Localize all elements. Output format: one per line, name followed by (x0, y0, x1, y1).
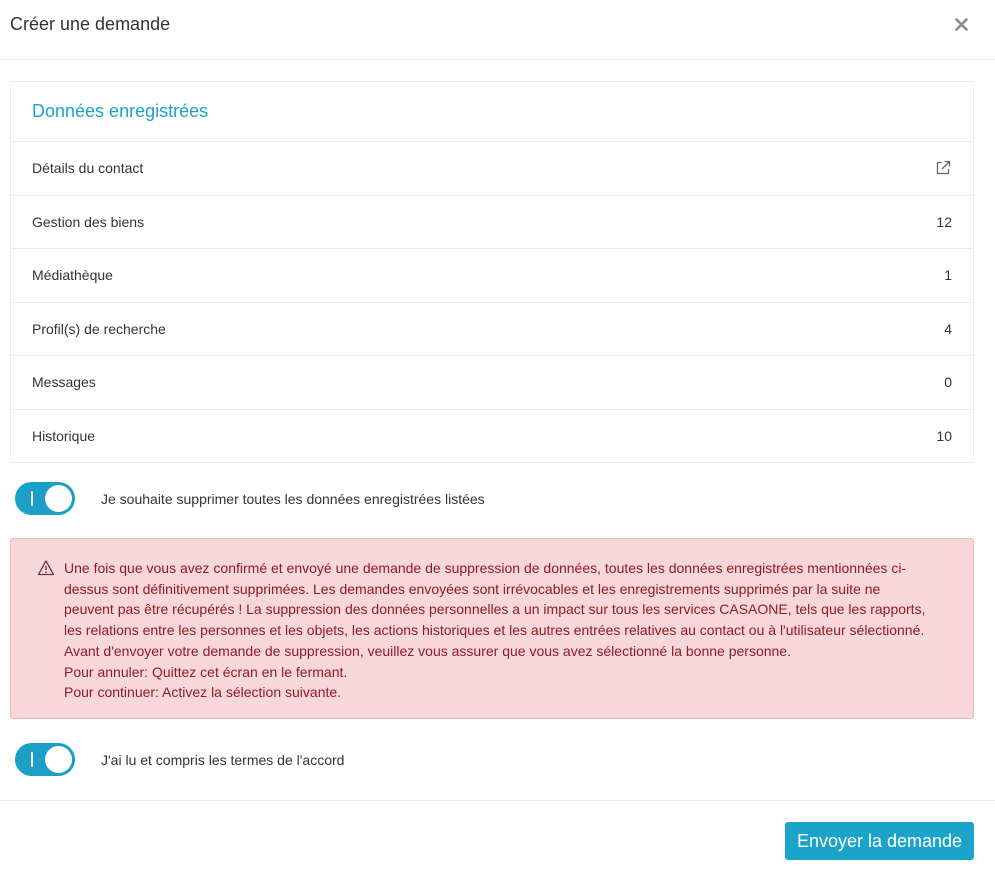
row-label: Médiathèque (32, 267, 113, 284)
close-icon (955, 18, 968, 31)
row-value: 1 (944, 267, 952, 284)
delete-all-toggle-label: Je souhaite supprimer toutes les données enregistrées listées (101, 490, 485, 507)
terms-toggle-label: J'ai lu et compris les termes de l'accord (101, 751, 345, 768)
data-row-property-management (11, 196, 973, 250)
terms-toggle-row (15, 743, 344, 776)
row-value: 4 (944, 320, 952, 337)
warning-line: Pour continuer: Activez la sélection suivante. (64, 684, 342, 701)
warning-line: les relations entre les personnes et les objets, les actions historiques et les autres entrées relatives au contact ou à l'utilisateur sélectionné. (64, 622, 925, 639)
toggle-on-indicator (31, 491, 33, 506)
row-label: Gestion des biens (32, 213, 145, 230)
modal-title: Créer une demande (10, 14, 171, 34)
row-label: Historique (32, 428, 96, 445)
deletion-warning-alert (10, 538, 974, 719)
warning-line: peuvent pas être récupérés ! La suppression des données personnelles a un impact sur tous les services CASAONE, tels que les rapports, (64, 601, 926, 618)
row-label: Messages (32, 374, 96, 391)
warning-line: Une fois que vous avez confirmé et envoyé une demande de suppression de données, toutes les données enregistrées mentionnées ci- (64, 560, 907, 576)
row-label: Détails du contact (32, 160, 144, 177)
footer-divider (0, 800, 995, 801)
terms-toggle[interactable] (15, 743, 75, 776)
send-request-button[interactable]: Envoyer la demande (785, 822, 974, 860)
toggle-on-indicator (31, 752, 33, 767)
toggle-knob (45, 746, 72, 773)
warning-line: Avant d'envoyer votre demande de suppression, veuillez vous assurer que vous avez sélectionné la bonne personne. (64, 642, 791, 659)
card-title: Données enregistrées (11, 82, 973, 142)
data-row-search-profiles (11, 303, 973, 357)
warning-line: dessus sont définitivement supprimées. Les demandes envoyées sont irrévocables et les enregistrements supprimés par la suite ne (64, 580, 881, 597)
close-button[interactable] (949, 12, 973, 36)
data-row-contact-details (11, 142, 973, 196)
saved-data-card (10, 81, 974, 463)
row-label: Profil(s) de recherche (32, 320, 166, 337)
delete-all-toggle-row (15, 482, 485, 515)
row-value: 12 (936, 213, 952, 230)
delete-all-toggle[interactable] (15, 482, 75, 515)
row-value: 0 (944, 374, 952, 391)
data-row-media-library (11, 249, 973, 303)
warning-line: Pour annuler: Quittez cet écran en le fermant. (64, 663, 348, 680)
toggle-knob (45, 485, 72, 512)
external-link-icon[interactable] (934, 159, 952, 177)
data-row-history (11, 410, 973, 464)
row-value: 10 (936, 428, 952, 445)
modal-header (0, 0, 995, 60)
warning-icon (37, 559, 55, 577)
data-row-messages (11, 356, 973, 410)
